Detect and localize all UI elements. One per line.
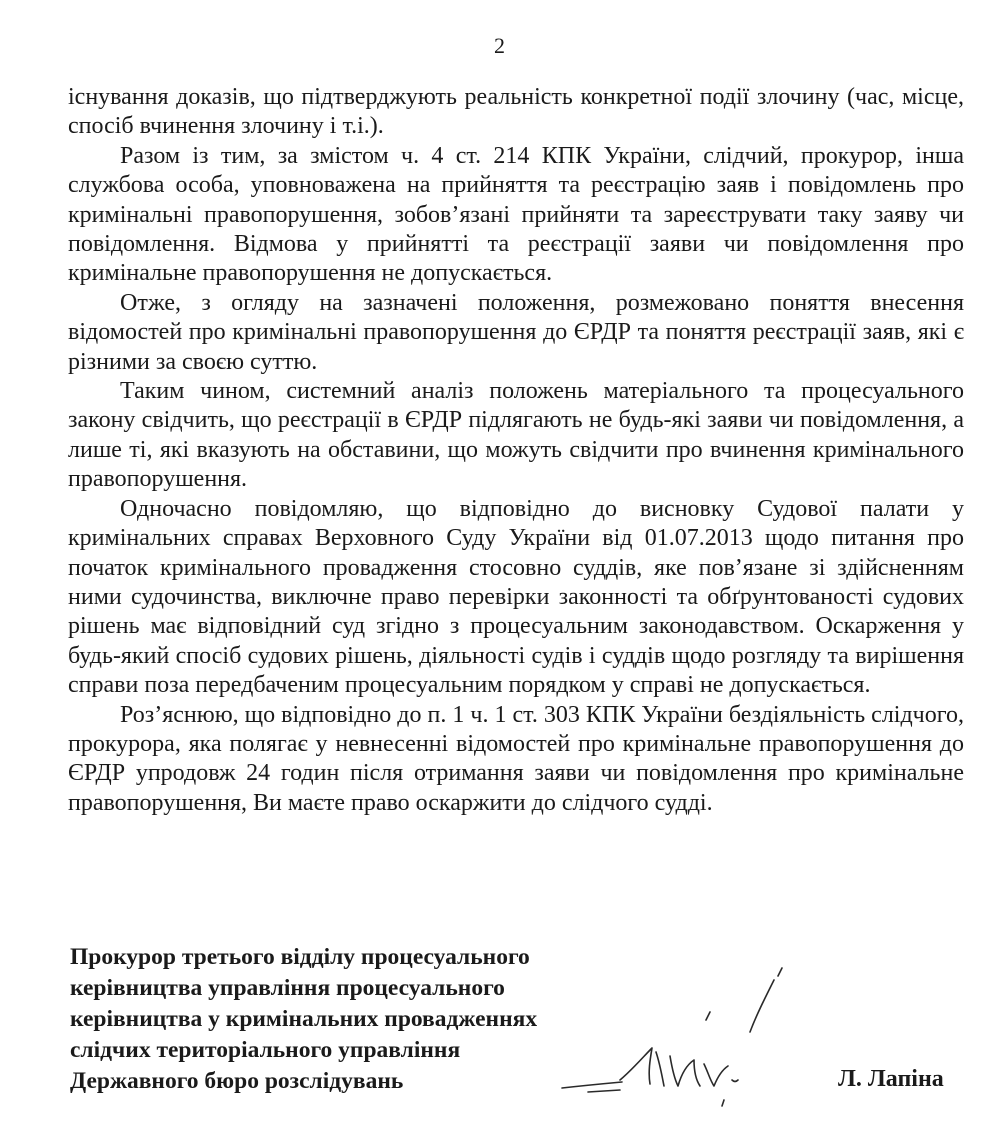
paragraph: Таким чином, системний аналіз положень матеріального та процесуального закону свідчить, що реєстрації в ЄРДР підлягають не будь-які заяви чи повідомлення, а лише ті, які вказують на обставини, що можуть свідчити про вчинення кримінального правопорушення. — [68, 378, 964, 493]
paragraph: існування доказів, що підтверджують реальність конкретної події злочину (час, місце, спосіб вчинення злочину і т.і.). — [68, 84, 964, 140]
position-line: Державного бюро розслідувань — [70, 1068, 404, 1094]
paragraph: Разом із тим, за змістом ч. 4 ст. 214 КПК України, слідчий, прокурор, інша службова особа, уповноважена на прийняття та реєстрацію заяв і повідомлень про кримінальні правопорушення, зобов’язані прийняти та зареєструвати таку заяву чи повідомлення. Відмова у прийнятті та реєстрації заяви чи повідомлення про кримінальне правопорушення не допускається. — [68, 142, 964, 287]
position-line: Прокурор третього відділу процесуального — [70, 944, 530, 970]
signatory-position — [70, 942, 537, 1097]
signer-name: Л. Лапіна — [838, 1066, 944, 1092]
paragraph: Роз’яснюю, що відповідно до п. 1 ч. 1 ст. 303 КПК України бездіяльність слідчого, прокурора, яка полягає у невнесенні відомостей про кримінальне правопорушення до ЄРДР упродовж 24 годин після отримання заяви чи повідомлення про кримінальне правопорушення, Ви маєте право оскаржити до слідчого судді. — [68, 701, 964, 816]
position-line: керівництва управління процесуального — [70, 975, 505, 1001]
paragraph: Отже, з огляду на зазначені положення, розмежовано поняття внесення відомостей про кримінальні правопорушення до ЄРДР та поняття реєстрації заяв, які є різними за своєю суттю. — [68, 289, 964, 375]
position-line: керівництва у кримінальних провадженнях — [70, 1006, 538, 1032]
handwritten-signature — [560, 960, 790, 1110]
paragraph: Одночасно повідомляю, що відповідно до висновку Судової палати у кримінальних справах Верховного Суду України від 01.07.2013 щодо питання про початок кримінального провадження стосовно суддів, яке пов’язане зі здійсненням ними судочинства, виключне право перевірки законності та обґрунтованості судових рішень має відповідний суд згідно з процесуальним законодавством. Оскарження у будь-який спосіб судових рішень, діяльності судів і суддів щодо розгляду та вирішення справи поза передбаченим процесуальним порядком у справі не допускається. — [68, 495, 964, 699]
letter-body — [68, 83, 964, 818]
position-line: слідчих територіального управління — [70, 1037, 461, 1063]
page-number: 2 — [494, 33, 505, 58]
